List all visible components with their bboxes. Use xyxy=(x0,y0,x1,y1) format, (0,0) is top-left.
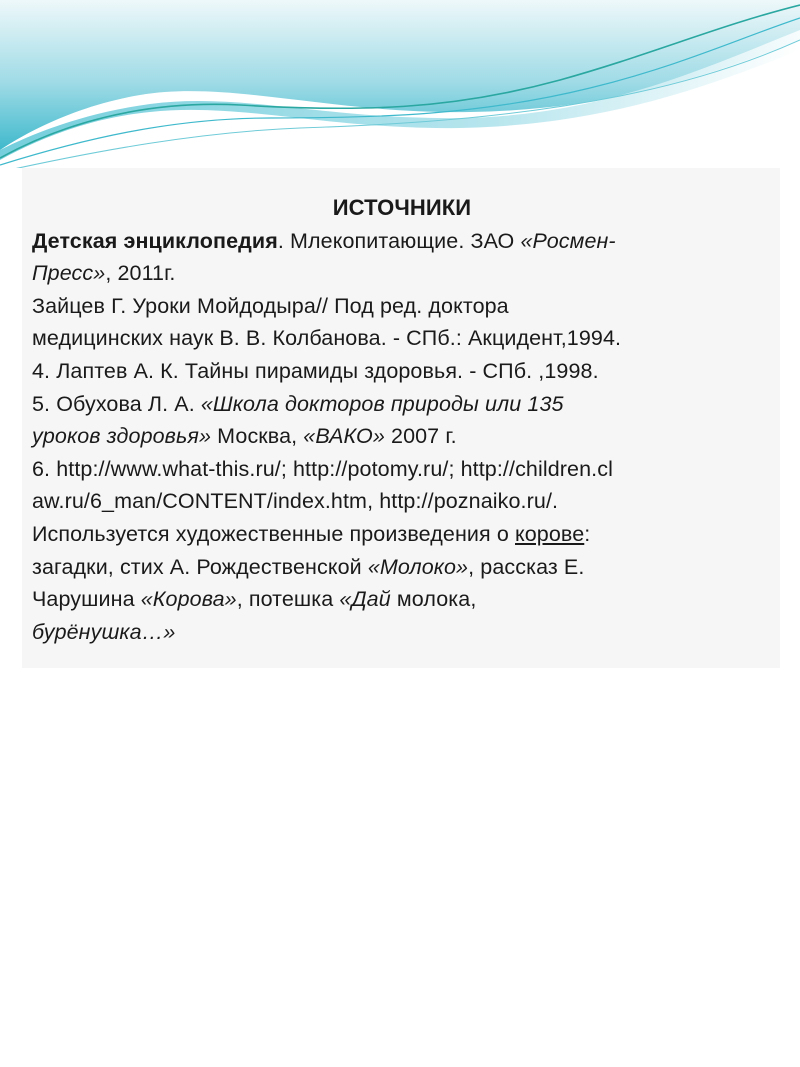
text-segment: загадки, стих А. Рождественской xyxy=(32,554,368,579)
text-segment: молока, xyxy=(390,587,477,612)
text-line xyxy=(32,257,772,290)
text-segment: Чарушина xyxy=(32,587,141,612)
text-line xyxy=(32,420,772,453)
text-line xyxy=(32,453,772,486)
text-segment: Детская энциклопедия xyxy=(32,228,278,253)
sources-list xyxy=(32,225,772,649)
text-segment: Зайцев Г. Уроки Мойдодыра// Под ред. доктора xyxy=(32,293,509,318)
text-segment: , рассказ Е. xyxy=(468,554,585,579)
text-segment: «Школа докторов природы или 135 xyxy=(200,391,564,416)
text-line xyxy=(32,388,772,421)
text-line xyxy=(32,322,772,355)
text-line xyxy=(32,551,772,584)
text-line xyxy=(32,225,772,258)
text-segment: Москва, xyxy=(211,424,304,449)
text-segment: уроков здоровья» xyxy=(32,424,212,449)
text-segment: «Дай xyxy=(339,587,391,612)
text-line xyxy=(32,355,772,388)
text-line xyxy=(32,518,772,551)
text-segment: медицинских наук В. В. Колбанова. - СПб.: Акцидент,1994. xyxy=(32,326,622,351)
text-line xyxy=(32,290,772,323)
text-segment: , потешка xyxy=(236,587,340,612)
text-segment: Пресс» xyxy=(32,261,106,286)
page-title: ИСТОЧНИКИ xyxy=(332,195,472,220)
text-segment: 2007 г. xyxy=(384,424,457,449)
text-segment: бурёнушка…» xyxy=(32,619,176,644)
sources-text xyxy=(32,192,772,648)
text-line xyxy=(32,616,772,649)
text-segment: aw.ru/6_man/CONTENT/index.htm, http://poznaiko.ru/. xyxy=(32,489,559,514)
text-segment: Используется художественные произведения о xyxy=(32,521,515,546)
text-segment: «ВАКО» xyxy=(303,424,385,449)
text-segment: . Млекопитающие. ЗАО xyxy=(277,228,521,253)
text-segment: 6. http://www.what-this.ru/; http://potomy.ru/; http://children.cl xyxy=(32,456,613,481)
text-segment: , 2011г. xyxy=(105,261,176,286)
text-segment: 5. Обухова Л. А. xyxy=(32,391,201,416)
text-line xyxy=(32,485,772,518)
text-segment: «Росмен- xyxy=(520,228,616,253)
text-segment: : xyxy=(584,521,591,546)
text-segment: 4. Лаптев А. К. Тайны пирамиды здоровья. - СПб. ,1998. xyxy=(32,358,599,383)
text-line xyxy=(32,583,772,616)
text-link-segment: корове xyxy=(515,521,585,546)
text-segment: «Молоко» xyxy=(367,554,469,579)
text-segment: «Корова» xyxy=(140,587,237,612)
